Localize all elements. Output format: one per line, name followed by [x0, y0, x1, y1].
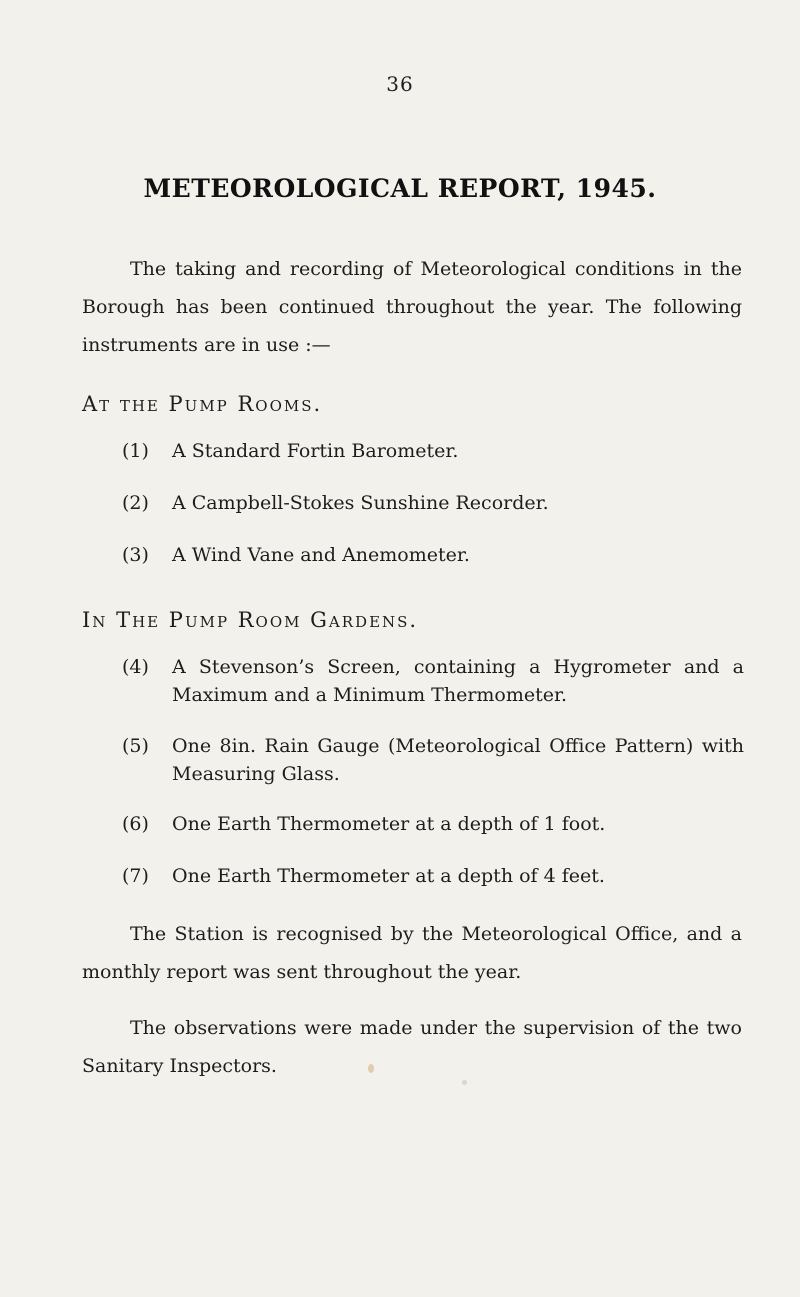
page-title: METEOROLOGICAL REPORT, 1945.: [143, 174, 657, 203]
section-heading-pump-room-gardens: In The Pump Room Gardens.: [82, 608, 419, 632]
item-number: (3): [122, 544, 149, 566]
item-number: (4): [122, 656, 149, 678]
station-paragraph: The Station is recognised by the Meteorological Office, and a monthly report was sent throughout the year.: [82, 923, 742, 983]
paper-speck: [368, 1064, 374, 1073]
item-number: (6): [122, 813, 149, 835]
item-text: One Earth Thermometer at a depth of 1 foot.: [172, 813, 606, 835]
item-number: (7): [122, 865, 149, 887]
observations-paragraph: The observations were made under the supervision of the two Sanitary Inspectors.: [82, 1017, 742, 1077]
intro-paragraph: The taking and recording of Meteorological conditions in the Borough has been continued throughout the year. The following instruments are in use :—: [82, 258, 742, 356]
item-text: A Stevenson’s Screen, containing a Hygrometer and a Maximum and a Minimum Thermometer.: [172, 656, 744, 706]
item-number: (1): [122, 440, 149, 462]
item-text: A Standard Fortin Barometer.: [172, 440, 459, 462]
item-text: A Wind Vane and Anemometer.: [172, 544, 470, 566]
item-number: (5): [122, 735, 149, 757]
item-text: One Earth Thermometer at a depth of 4 feet.: [172, 865, 605, 887]
item-number: (2): [122, 492, 149, 514]
section-heading-pump-rooms: At the Pump Rooms.: [82, 392, 323, 416]
page-number: 36: [386, 72, 414, 96]
item-text: A Campbell-Stokes Sunshine Recorder.: [172, 492, 549, 514]
paper-speck: [462, 1080, 467, 1085]
item-text: One 8in. Rain Gauge (Meteorological Office Pattern) with Measuring Glass.: [172, 735, 744, 785]
